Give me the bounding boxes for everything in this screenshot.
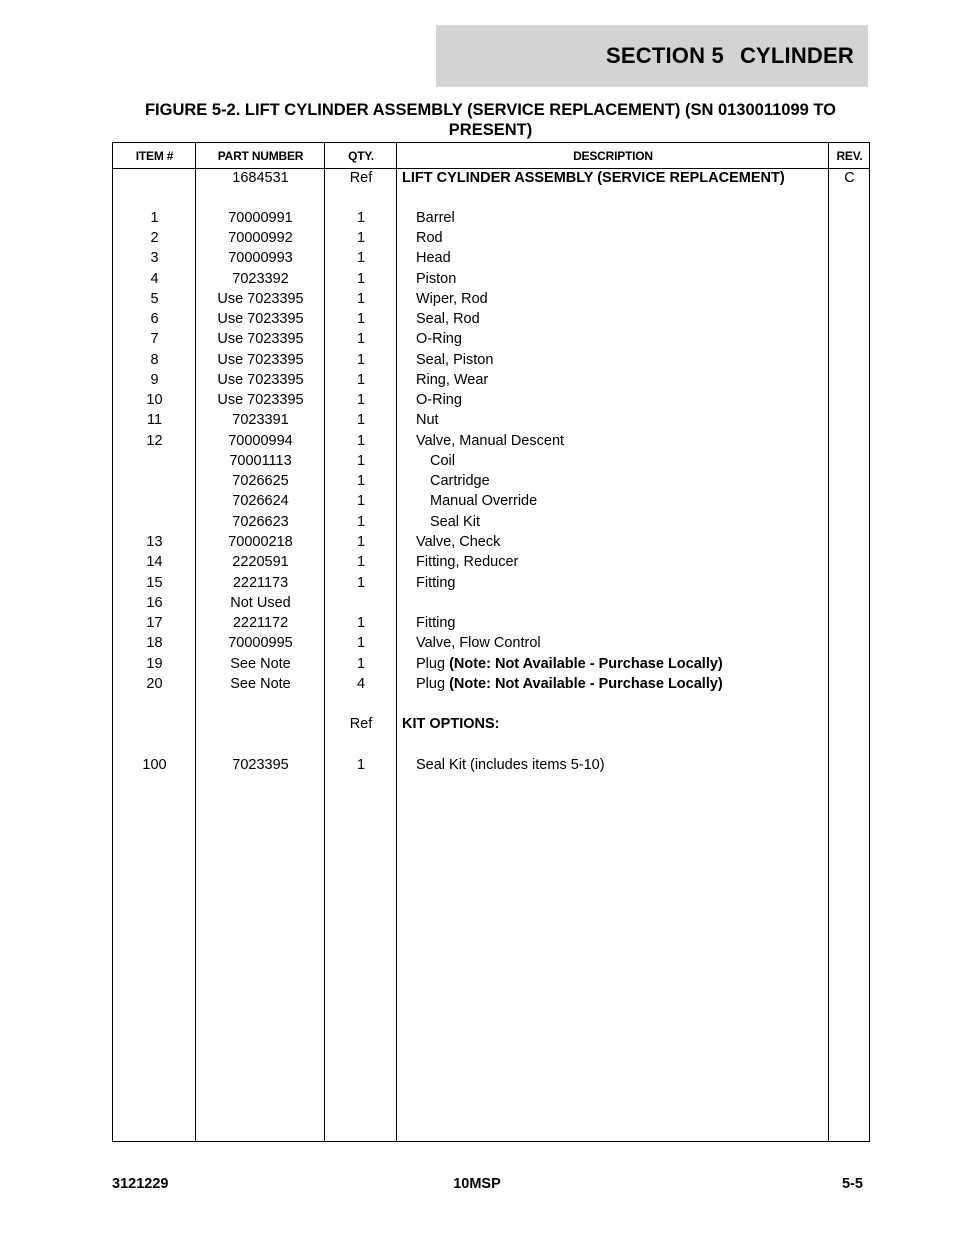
table-row: [113, 532, 869, 552]
revision: [829, 491, 870, 511]
revision: C: [844, 170, 855, 186]
part-number: 7026623: [232, 514, 289, 530]
item-number: 100: [142, 757, 167, 773]
section-number: SECTION 5: [606, 43, 724, 68]
revision: [829, 269, 870, 289]
description-text: Manual Override: [430, 493, 538, 509]
description: [397, 269, 829, 289]
description-text: Wiper, Rod: [416, 291, 488, 307]
description: [397, 329, 829, 349]
part-number: Not Used: [230, 595, 291, 611]
figure-title: FIGURE 5-2. LIFT CYLINDER ASSEMBLY (SERVICE REPLACEMENT) (SN 0130011099 TO PRESENT): [144, 101, 837, 139]
description: [397, 208, 829, 228]
table-row: [113, 755, 869, 775]
description: [397, 431, 829, 451]
quantity: 1: [356, 575, 366, 591]
description-text: Seal, Rod: [416, 311, 480, 327]
description-text: Nut: [416, 412, 439, 428]
part-number: 7023391: [232, 412, 289, 428]
quantity: 1: [356, 514, 366, 530]
description: [397, 512, 829, 532]
revision: [829, 248, 870, 268]
item-number: 7: [150, 331, 159, 347]
table-row: [113, 410, 869, 430]
revision: [829, 593, 870, 613]
part-number: 70000218: [228, 534, 293, 550]
description: [397, 248, 829, 268]
quantity: 1: [356, 291, 366, 307]
revision: [829, 451, 870, 471]
item-number: 5: [150, 291, 159, 307]
item-number: 12: [146, 433, 163, 449]
part-number: 7026624: [232, 493, 289, 509]
table-row: [113, 654, 869, 674]
revision: [829, 674, 870, 694]
item-number: 16: [146, 595, 163, 611]
section-header: [436, 25, 868, 87]
revision: [829, 552, 870, 572]
revision: [829, 573, 870, 593]
description-text: Fitting: [416, 615, 456, 631]
item-number: 3: [150, 250, 159, 266]
description: [397, 451, 829, 471]
description-text: Fitting, Reducer: [416, 554, 519, 570]
item-number: [113, 471, 196, 491]
revision: [829, 471, 870, 491]
description-text: Head: [416, 250, 451, 266]
table-row: [113, 613, 869, 633]
description-text: Fitting: [416, 575, 456, 591]
description-text: Rod: [416, 230, 443, 246]
part-number: 7023392: [232, 271, 289, 287]
quantity: 1: [356, 615, 366, 631]
table-row: [113, 593, 869, 613]
part-number: 2221172: [232, 615, 289, 631]
quantity: 1: [356, 271, 366, 287]
part-number: 70000991: [228, 210, 293, 226]
item-number: 1: [150, 210, 159, 226]
part-number: 7023395: [232, 757, 289, 773]
description-text: Seal Kit: [430, 514, 480, 530]
quantity: Ref: [349, 716, 373, 732]
table-row: [113, 573, 869, 593]
quantity: [325, 593, 397, 613]
revision: [829, 370, 870, 390]
part-number: 70000992: [228, 230, 293, 246]
item-number: [113, 714, 196, 734]
item-number: 20: [146, 676, 163, 692]
table-row: [113, 674, 869, 694]
part-number: See Note: [230, 676, 291, 692]
description-note: (Note: Not Available - Purchase Locally): [449, 656, 723, 672]
table-row: [113, 269, 869, 289]
description-text: Plug: [416, 656, 446, 672]
description-text: KIT OPTIONS:: [402, 716, 500, 732]
description-text: Piston: [416, 271, 457, 287]
part-number: Use 7023395: [217, 352, 304, 368]
table-row: [113, 552, 869, 572]
item-number: 14: [146, 554, 163, 570]
revision: [829, 350, 870, 370]
part-number: Use 7023395: [217, 392, 304, 408]
table-row: [113, 208, 869, 228]
footer-model: [0, 1176, 954, 1192]
description-text: Ring, Wear: [416, 372, 489, 388]
quantity: 1: [356, 656, 366, 672]
description: [397, 573, 829, 593]
header-item: ITEM #: [135, 148, 174, 163]
table-row: [113, 248, 869, 268]
quantity: 1: [356, 433, 366, 449]
header-part-number: PART NUMBER: [217, 148, 304, 163]
quantity: 1: [356, 493, 366, 509]
revision: [829, 289, 870, 309]
description: [397, 309, 829, 329]
part-number: See Note: [230, 656, 291, 672]
description: [397, 491, 829, 511]
quantity: 1: [356, 534, 366, 550]
item-number: 18: [146, 635, 163, 651]
table-row: [113, 329, 869, 349]
revision: [829, 208, 870, 228]
quantity: 1: [356, 372, 366, 388]
quantity: 1: [356, 554, 366, 570]
description: [397, 654, 829, 674]
item-number: 13: [146, 534, 163, 550]
part-number: 70000994: [228, 433, 293, 449]
description-text: Plug: [416, 676, 446, 692]
item-number: 10: [146, 392, 163, 408]
item-number: 19: [146, 656, 163, 672]
description: [397, 593, 829, 613]
revision: [829, 390, 870, 410]
quantity: 4: [356, 676, 366, 692]
description: [397, 390, 829, 410]
table-row: [113, 309, 869, 329]
quantity: 1: [356, 331, 366, 347]
quantity: 1: [356, 412, 366, 428]
quantity: 1: [356, 392, 366, 408]
description-text: Cartridge: [430, 473, 490, 489]
description: [397, 674, 829, 694]
description-text: Coil: [430, 453, 455, 469]
description: [397, 532, 829, 552]
table-row: [113, 390, 869, 410]
item-number: 2: [150, 230, 159, 246]
table-row: [113, 370, 869, 390]
quantity: 1: [356, 473, 366, 489]
description-note: (Note: Not Available - Purchase Locally): [449, 676, 723, 692]
quantity: 1: [356, 352, 366, 368]
item-number: [113, 168, 196, 188]
item-number: [113, 491, 196, 511]
table-row: [113, 471, 869, 491]
description: [397, 370, 829, 390]
description-text: Valve, Flow Control: [416, 635, 541, 651]
footer-page: 5-5: [842, 1176, 863, 1192]
table-row: [113, 512, 869, 532]
table-row: [113, 633, 869, 653]
item-number: 11: [146, 412, 163, 428]
revision: [829, 431, 870, 451]
revision: [829, 329, 870, 349]
quantity: 1: [356, 210, 366, 226]
item-number: 9: [150, 372, 159, 388]
description: [397, 350, 829, 370]
part-number: Use 7023395: [217, 291, 304, 307]
quantity: 1: [356, 635, 366, 651]
table-row: [113, 431, 869, 451]
quantity: 1: [356, 453, 366, 469]
item-number: [113, 451, 196, 471]
description: [397, 613, 829, 633]
description-text: Barrel: [416, 210, 455, 226]
table-row: [113, 168, 869, 188]
revision: [829, 633, 870, 653]
description: [397, 228, 829, 248]
part-number: 1684531: [232, 170, 289, 186]
table-row: [113, 350, 869, 370]
revision: [829, 512, 870, 532]
part-number: [196, 714, 325, 734]
quantity: 1: [356, 230, 366, 246]
section-name: CYLINDER: [739, 43, 854, 68]
description: [397, 552, 829, 572]
footer-model-text: 10MSP: [453, 1176, 501, 1192]
item-number: 15: [146, 575, 163, 591]
parts-table: [112, 142, 870, 1142]
part-number: Use 7023395: [217, 372, 304, 388]
part-number: 2221173: [232, 575, 289, 591]
revision: [829, 410, 870, 430]
part-number: Use 7023395: [217, 311, 304, 327]
description: [397, 755, 829, 775]
quantity: 1: [356, 757, 366, 773]
part-number: 70000993: [228, 250, 293, 266]
revision: [829, 532, 870, 552]
description-text: O-Ring: [416, 392, 462, 408]
revision: [829, 613, 870, 633]
table-row: [113, 451, 869, 471]
part-number: Use 7023395: [217, 331, 304, 347]
description: [397, 633, 829, 653]
quantity: 1: [356, 250, 366, 266]
description-text: Valve, Check: [416, 534, 501, 550]
part-number: 7026625: [232, 473, 289, 489]
description-text: Seal Kit (includes items 5-10): [416, 757, 605, 773]
header-description: DESCRIPTION: [573, 148, 653, 163]
description: [397, 289, 829, 309]
revision: [829, 228, 870, 248]
part-number: 2220591: [232, 554, 289, 570]
description: [397, 410, 829, 430]
revision: [829, 654, 870, 674]
revision: [829, 309, 870, 329]
description: [397, 471, 829, 491]
table-row: [113, 289, 869, 309]
quantity: 1: [356, 311, 366, 327]
revision: [829, 714, 870, 734]
part-number: 70001113: [229, 453, 292, 469]
description-text: O-Ring: [416, 331, 462, 347]
quantity: Ref: [349, 170, 373, 186]
description-text: LIFT CYLINDER ASSEMBLY (SERVICE REPLACEMENT): [402, 170, 785, 186]
table-row: [113, 491, 869, 511]
item-number: 6: [150, 311, 159, 327]
item-number: 4: [150, 271, 159, 287]
item-number: [113, 512, 196, 532]
description: [397, 714, 829, 734]
description: [397, 168, 829, 188]
revision: [829, 755, 870, 775]
table-row: [113, 228, 869, 248]
description-text: Seal, Piston: [416, 352, 494, 368]
footer-doc-number: 3121229: [112, 1176, 169, 1192]
description-text: Valve, Manual Descent: [416, 433, 565, 449]
header-qty: QTY.: [348, 148, 374, 163]
item-number: 17: [146, 615, 163, 631]
part-number: 70000995: [228, 635, 293, 651]
header-rev: REV.: [836, 148, 863, 163]
table-row: [113, 714, 869, 734]
item-number: 8: [150, 352, 159, 368]
